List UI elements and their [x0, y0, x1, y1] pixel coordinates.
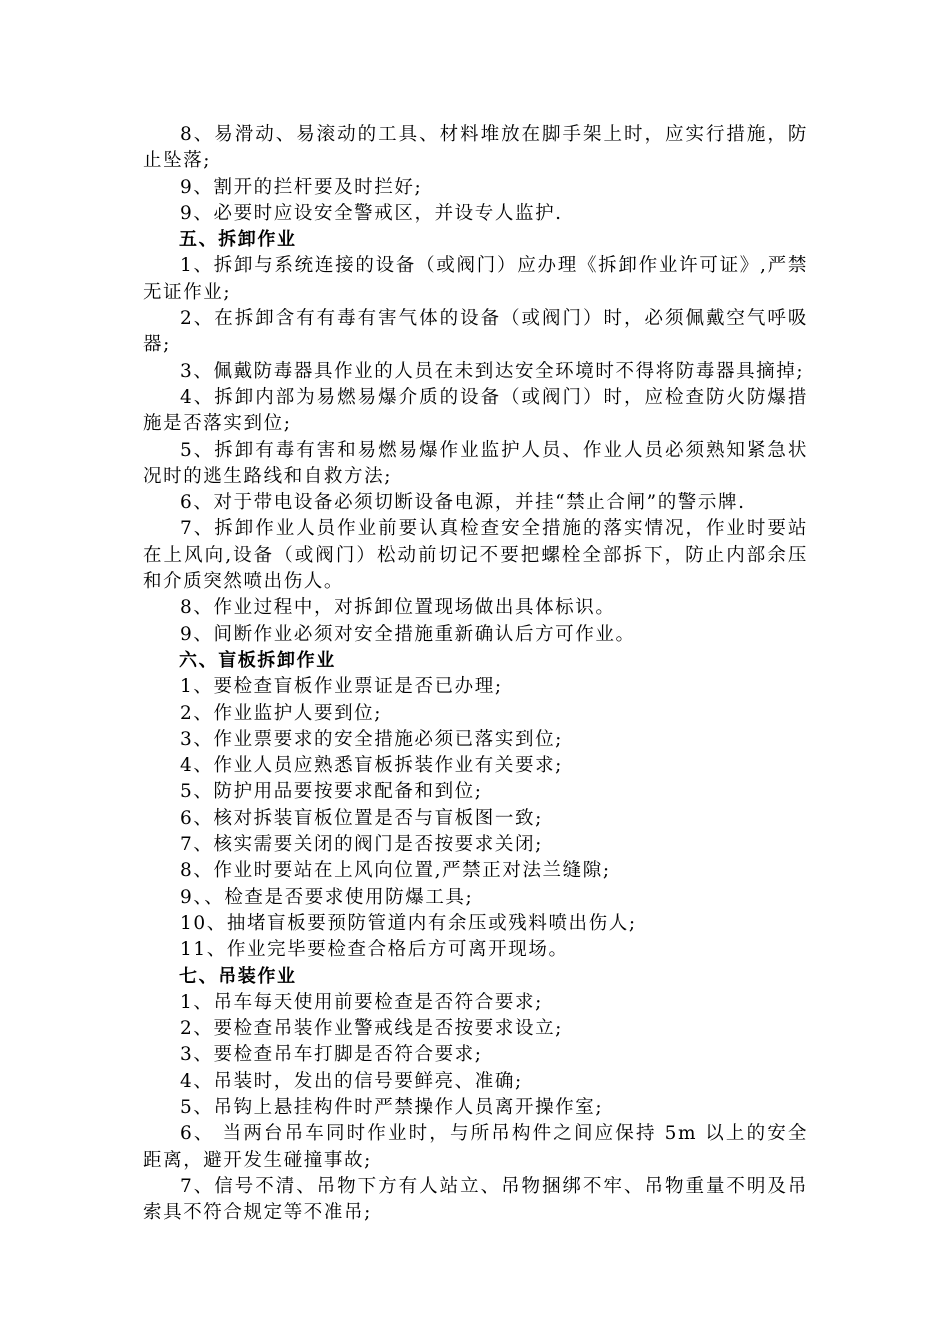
- paragraph: 6、核对拆装盲板位置是否与盲板图一致;: [180, 807, 543, 829]
- paragraph: 2、在拆卸含有有毒有害气体的设备（或阀门）时，必须佩戴空气呼吸器;: [143, 308, 808, 356]
- paragraph: 8、易滑动、易滚动的工具、材料堆放在脚手架上时，应实行措施，防止坠落;: [143, 124, 808, 172]
- paragraph: 2、作业监护人要到位;: [180, 702, 383, 724]
- paragraph: 9、割开的拦杆要及时拦好;: [180, 176, 423, 198]
- paragraph: 9、、检查是否要求使用防爆工具;: [180, 886, 474, 908]
- paragraph: 7、信号不清、吊物下方有人站立、吊物捆绑不牢、吊物重量不明及吊索具不符合规定等不准吊;: [143, 1175, 808, 1224]
- paragraph: 1、吊车每天使用前要检查是否符合要求;: [180, 991, 543, 1013]
- paragraph: 4、拆卸内部为易燃易爆介质的设备（或阀门）时，应检查防火防爆措施是否落实到位;: [143, 386, 808, 435]
- document-body: [143, 122, 808, 1226]
- section-heading: 六、盲板拆卸作业: [179, 649, 336, 671]
- paragraph: 2、要检查吊装作业警戒线是否按要求设立;: [180, 1018, 564, 1040]
- paragraph: 7、拆卸作业人员作业前要认真检查安全措施的落实情况，作业时要站在上风向,设备（或阀门）松动前切记不要把螺栓全部拆下，防止内部余压和介质突然喷出伤人。: [143, 518, 808, 593]
- paragraph: 4、作业人员应熟悉盲板拆装作业有关要求;: [180, 755, 564, 777]
- paragraph: 10、抽堵盲板要预防管道内有余压或残料喷出伤人;: [180, 912, 637, 934]
- paragraph: 11、作业完毕要检查合格后方可离开现场。: [180, 939, 569, 961]
- paragraph: 4、吊装时，发出的信号要鲜亮、准确;: [180, 1070, 523, 1092]
- paragraph: 9、必要时应设安全警戒区，并设专人监护.: [180, 202, 563, 224]
- paragraph: 5、防护用品要按要求配备和到位;: [180, 781, 483, 803]
- paragraph: 3、佩戴防毒器具作业的人员在未到达安全环境时不得将防毒器具摘掉;: [180, 360, 805, 382]
- paragraph: 1、拆卸与系统连接的设备（或阀门）应办理《拆卸作业许可证》,严禁无证作业;: [143, 255, 808, 303]
- paragraph: 6、对于带电设备必须切断设备电源，并挂“禁止合闸”的警示牌.: [180, 492, 746, 514]
- paragraph: 5、拆卸有毒有害和易燃易爆作业监护人员、作业人员必须熟知紧急状况时的逃生路线和自救方法;: [143, 439, 808, 487]
- paragraph: 7、核实需要关闭的阀门是否按要求关闭;: [180, 834, 543, 856]
- paragraph: 9、间断作业必须对安全措施重新确认后方可作业。: [180, 623, 636, 645]
- paragraph: 5、吊钩上悬挂构件时严禁操作人员离开操作室;: [180, 1096, 604, 1118]
- paragraph: 8、作业过程中，对拆卸位置现场做出具体标识。: [180, 597, 616, 619]
- paragraph: 8、作业时要站在上风向位置,严禁正对法兰缝隙;: [180, 860, 611, 882]
- section-heading: 七、吊装作业: [179, 965, 297, 987]
- paragraph: 1、要检查盲板作业票证是否已办理;: [180, 676, 503, 698]
- section-heading: 五、拆卸作业: [179, 229, 297, 251]
- paragraph: 3、要检查吊车打脚是否符合要求;: [180, 1044, 483, 1066]
- paragraph: 3、作业票要求的安全措施必须已落实到位;: [180, 728, 564, 750]
- paragraph: 6、 当两台吊车同时作业时，与所吊构件之间应保持 5m 以上的安全距离，避开发生碰撞事故;: [143, 1123, 808, 1171]
